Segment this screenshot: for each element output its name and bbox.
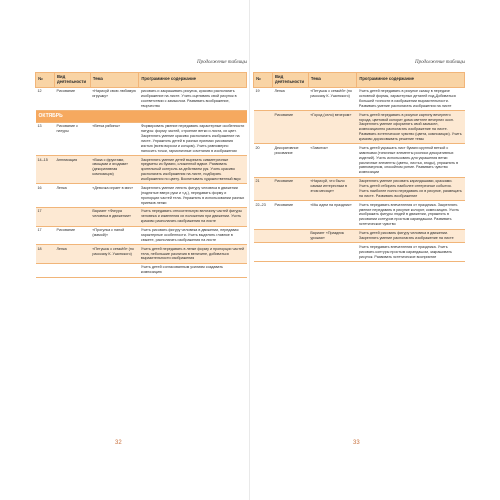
table-row	[36, 156, 247, 184]
cell-activity: Рисование	[54, 87, 90, 111]
header-number: №	[254, 73, 273, 88]
cell-theme: «Нарисуй свою любимую игрушку»	[90, 87, 139, 111]
cell-activity	[54, 263, 90, 277]
cell-theme	[90, 263, 139, 277]
table-row	[36, 207, 247, 226]
header-theme: Тема	[90, 73, 139, 88]
table-row	[36, 87, 247, 111]
cell-content: Закреплять умение рисовать карандашами, красками. Учить детей отбирать наиболее интересные события. Учить наиболее полно передавать их в рисунке, размещать на листе. Развивать воображение	[357, 177, 465, 201]
header-activity: Вид деятельности	[272, 73, 308, 88]
cell-content: Учить детей украшать лист бумаги крупной веткой с завитками (типичные элементы росписи декоративных изделий). Учить использовать для украшения ветки различные элементы (цветы, листья, ягоды), упражнять в равномерном, спокойном ритме. Развивать чувство композиции	[357, 144, 465, 177]
cell-content: Формировать умение передавать характерные особенности натуры: форму частей, строение ветки и листа, их цвет. Закреплять умение красиво располагать изображение на листе. Упражнять детей в разных приемах рисования кистью (всем ворсом и концом). Учить равномерно наносить точки, гармоничные сочетания в изображении	[139, 122, 247, 155]
cell-theme: «Петушок с семьёй» (по рассказу К. Ушинского)	[308, 87, 357, 111]
table-row	[254, 243, 465, 262]
cell-content: Учить детей передавать в лепке форму и пропорции частей тела, небольшие различия в величине, добиваться выразительности изображения	[139, 245, 247, 264]
cell-number: 22–23	[254, 201, 273, 229]
curriculum-table	[35, 72, 247, 278]
table-row	[36, 263, 247, 277]
table-row	[254, 229, 465, 243]
table-row	[36, 226, 247, 245]
table-row	[254, 144, 465, 177]
cell-activity	[272, 229, 308, 243]
cell-theme: «Петушок с семьёй» (по рассказу К. Ушинского)	[90, 245, 139, 264]
page-number: 32	[115, 440, 122, 446]
cell-theme: «Прогулка с папой (мамой)»	[90, 226, 139, 245]
cell-number: 16	[36, 184, 55, 208]
table-row	[254, 87, 465, 111]
cell-activity: Рисование	[272, 201, 308, 229]
cell-number	[36, 263, 55, 277]
cell-activity	[272, 243, 308, 262]
header-content: Программное содержание	[139, 73, 247, 88]
header-number: №	[36, 73, 55, 88]
table-row	[36, 245, 247, 264]
cell-content: Учить передавать относительную величину частей фигуры человека и изменения их положения при движении. Учить красиво располагать изображения на листе	[139, 207, 247, 226]
cell-theme: «Ваза с фруктами, овощами и ягодами» (декоративная композиция)	[90, 156, 139, 184]
cell-number	[254, 229, 273, 243]
cell-content: Учить детей рисовать фигуру человека в движении. Закреплять умение располагать изображение на листе	[357, 229, 465, 243]
cell-activity: Аппликация	[54, 156, 90, 184]
cell-number: 13	[36, 122, 55, 155]
table-row	[254, 111, 465, 144]
cell-content: Учить детей передавать в рисунке картину вечернего города, цветовой колорит дома светлее вечерних окон. Закреплять умение оформлять свой замысел, композиционно располагать изображение на листе. Развивать эстетическое чувство (цвета, композиции). Учить красиво дорисовывать решение темы	[357, 111, 465, 144]
cell-number: 21	[254, 177, 273, 201]
header-content: Программное содержание	[357, 73, 465, 88]
cell-number: 19	[254, 87, 273, 111]
cell-theme: «Мы идем на праздник»	[308, 201, 357, 229]
cell-activity: Лепка	[272, 87, 308, 111]
table-row	[254, 201, 465, 229]
cell-theme: «Нарисуй, что было самым интересным в этом месяце»	[308, 177, 357, 201]
cell-activity: Рисование	[54, 226, 90, 245]
cell-number: 17	[36, 207, 55, 226]
cell-number: 12	[36, 87, 55, 111]
cell-content: Учить передавать впечатления от праздника. Закреплять умение передавать в рисунке колорит, композицию. Учить изображать фигуры людей в движении, упражнять в рисовании контуров простым карандашом. Развивать эстетическое чувство	[357, 201, 465, 229]
cell-content: Учить детей согласованным усилиям создавать композицию	[139, 263, 247, 277]
cell-content: Учить передавать впечатления от праздника. Учить рисовать контуры простым карандашом, закрашивать рисунок. Развивать эстетическое восприятие	[357, 243, 465, 262]
cell-theme: «Девочка играет в мяч»	[90, 184, 139, 208]
book-fold	[249, 0, 250, 500]
cell-number: 14–15	[36, 156, 55, 184]
right-page	[253, 60, 465, 446]
left-page	[35, 60, 247, 446]
continued-label: Продолжение таблицы	[196, 60, 247, 65]
cell-activity: Рисование	[272, 177, 308, 201]
cell-activity: Декоративное рисование	[272, 144, 308, 177]
cell-number: 18	[36, 245, 55, 264]
cell-activity	[54, 207, 90, 226]
table-row	[36, 122, 247, 155]
month-label: ОКТЯБРЬ	[36, 111, 247, 123]
cell-theme	[308, 243, 357, 262]
cell-content: рисовать и закрашивать рисунок, красиво располагать изображение на листе. Учить оценивать свой рисунок в соответствии с замыслом. Развивать воображение, творчество	[139, 87, 247, 111]
cell-theme: Вариант «Фигура человека в движении»	[90, 207, 139, 226]
header-activity: Вид деятельности	[54, 73, 90, 88]
cell-activity: Лепка	[54, 184, 90, 208]
cell-activity: Лепка	[54, 245, 90, 264]
cell-theme: «Ветка рябины»	[90, 122, 139, 155]
cell-content: Учить рисовать фигуру человека в движении, передавая характерные особенности. Учить выделять главное в сюжете, располагать изображения на листе	[139, 226, 247, 245]
cell-number	[254, 111, 273, 144]
cell-content: Закреплять умение лепить фигуру человека в движении (поднятые вверх руки и т.д.), передавать форму и пропорции частей тела. Упражнять в использовании разных приемов лепки	[139, 184, 247, 208]
cell-number	[254, 243, 273, 262]
cell-theme: «Город (село) вечером»	[308, 111, 357, 144]
cell-activity: Рисование с натуры	[54, 122, 90, 155]
table-row	[254, 177, 465, 201]
page-number: 33	[353, 440, 360, 446]
continued-label: Продолжение таблицы	[414, 60, 465, 65]
month-row	[36, 111, 247, 123]
cell-number: 17	[36, 226, 55, 245]
header-theme: Тема	[308, 73, 357, 88]
table-row	[36, 184, 247, 208]
cell-theme: Вариант «Праздник урожая»	[308, 229, 357, 243]
cell-number: 20	[254, 144, 273, 177]
curriculum-table	[253, 72, 465, 262]
cell-theme: «Завиток»	[308, 144, 357, 177]
cell-activity: Рисование	[272, 111, 308, 144]
cell-content: Учить детей передавать в рисунке сказку в передаче основной формы, характерных деталей под-Добиваться большей точности в изображении выразительности. Развивать умение располагать изображения на листе	[357, 87, 465, 111]
cell-content: Закреплять умение детей вырезать симметричные предметы из бумаги, сложенной вдвое. Развивать зрительный контроль за действием рук. Учить красиво располагать изображения на листе, подбирать изображения по цвету. Воспитывать художественный вкус	[139, 156, 247, 184]
